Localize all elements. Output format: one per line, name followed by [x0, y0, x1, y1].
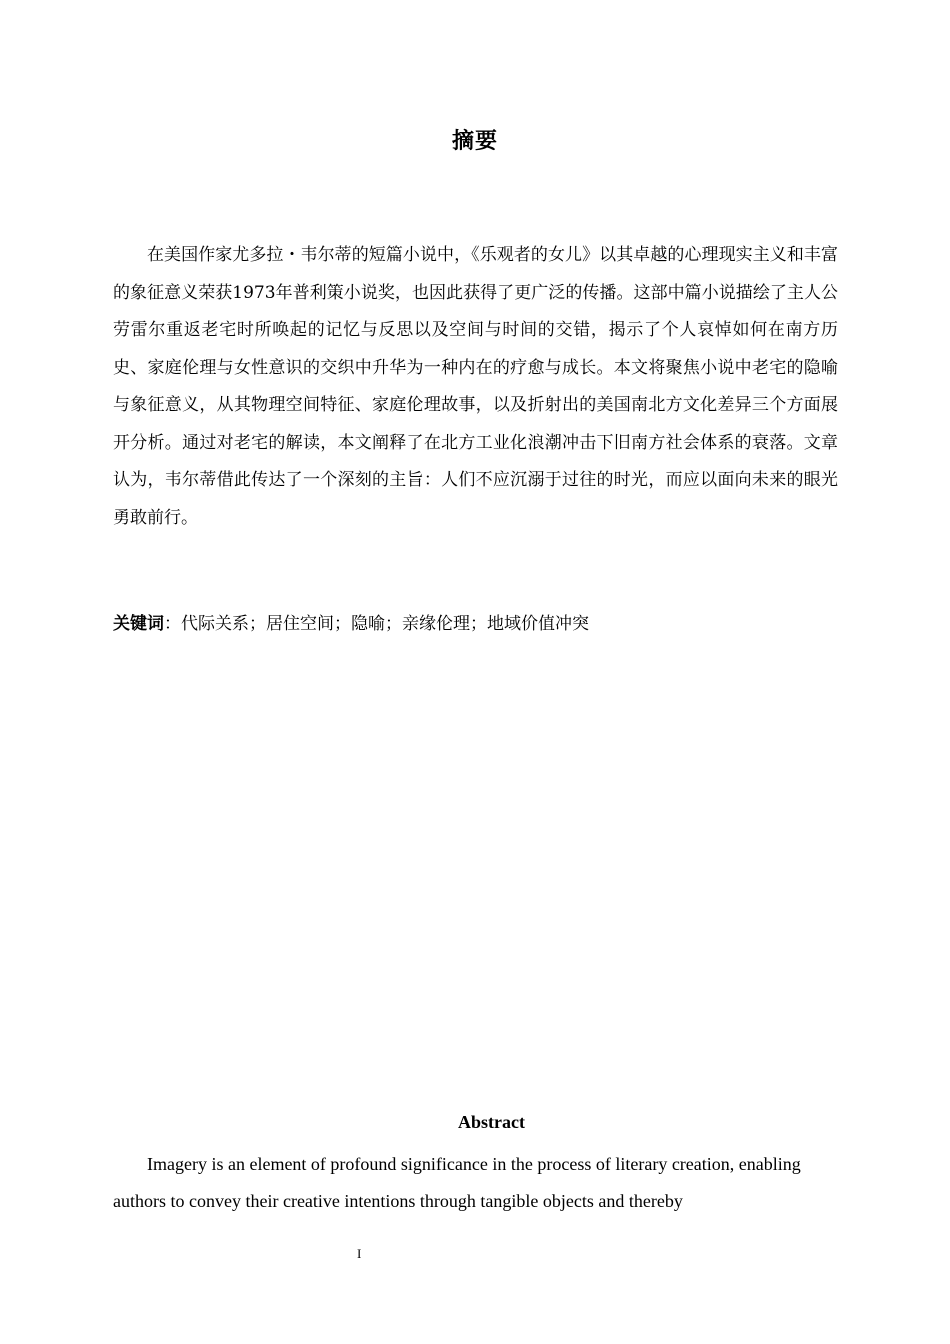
chinese-abstract-paragraph: 在美国作家尤多拉・韦尔蒂的短篇小说中，《乐观者的女儿》以其卓越的心理现实主义和丰富的象征意义荣获1973年普利策小说奖，也因此获得了更广泛的传播。这部中篇小说描绘了主人公劳雷尔重返老宅时所唤起的记忆与反思以及空间与时间的交错，揭示了个人哀悼如何在南方历史、家庭伦理与女性意识的交织中升华为一种内在的疗愈与成长。本文将聚焦小说中老宅的隐喻与象征意义，从其物理空间特征、家庭伦理故事，以及折射出的美国南北方文化差异三个方面展开分析。通过对老宅的解读，本文阐释了在北方工业化浪潮冲击下旧南方社会体系的衰落。文章认为，韦尔蒂借此传达了一个深刻的主旨：人们不应沉溺于过往的时光，而应以面向未来的眼光勇敢前行。: [113, 245, 838, 528]
chinese-keywords-line: [113, 607, 838, 641]
english-abstract-paragraph: Imagery is an element of profound significance in the process of literary creation, enabling authors to convey their creative intentions through tangible objects and thereby: [113, 1154, 801, 1211]
chinese-abstract-title: 摘要: [451, 129, 498, 154]
keywords-separator: ：: [164, 614, 181, 634]
page-number: I: [357, 1246, 362, 1261]
keywords-list: 代际关系；居住空间；隐喻；亲缘伦理；地域价值冲突: [181, 614, 589, 634]
keywords-label: 关键词: [113, 614, 164, 634]
english-abstract-title: Abstract: [458, 1112, 525, 1132]
